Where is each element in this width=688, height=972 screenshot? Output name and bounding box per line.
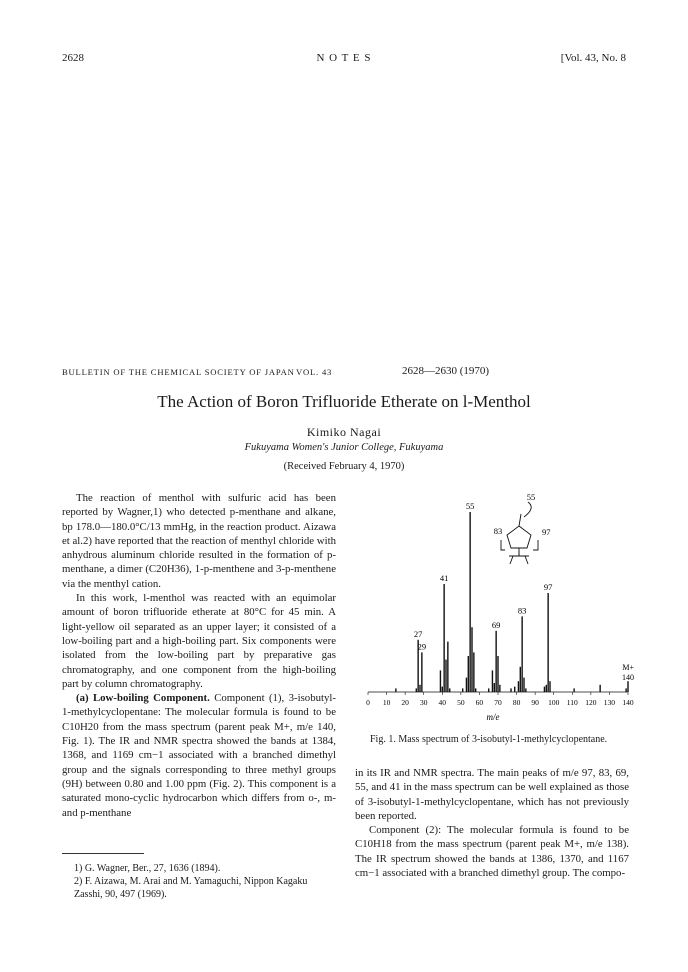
- paragraph-intro: The reaction of menthol with sulfuric acid has been reported by Wagner,1) who detected p-menthane and alkane, bp 178.0—180.0°C/13 mmHg, in the reaction product. Aizawa et al.2) have reported that the reaction of menthyl chloride with anhydrous aluminum chloride resulted in the formation of p-menthane, a dimer (C20H36), 1-p-menthene and 3-p-menthene via the menthyl cation.: [62, 492, 336, 590]
- author-name: Kimiko Nagai: [306, 425, 382, 439]
- x-tick-label-80: 80: [512, 698, 521, 707]
- x-tick-label-0: 0: [366, 698, 370, 707]
- footnote-2: 2) F. Aizawa, M. Arai and M. Yamaguchi, Nippon Kagaku Zasshi, 90, 497 (1969).: [74, 876, 308, 900]
- structure-label-55: 55: [526, 492, 536, 502]
- isobutyl-methyl-right: [525, 556, 528, 564]
- x-tick-label-90: 90: [531, 698, 539, 707]
- isobutyl-methyl-left: [510, 556, 513, 564]
- received-date: (Received February 4, 1970): [283, 461, 405, 472]
- x-tick-label-100: 100: [548, 698, 560, 707]
- page-number: 2628: [62, 52, 84, 64]
- paragraph-component-2: Component (2): The molecular formula is found to be C10H18 from the mass spectrum (parent peak M+, m/e 138). The IR spectrum showed the bands at 1386, 1370, and 1167 cm−1 associated with a branched dimethyl group. The compo-: [355, 824, 629, 880]
- article-title-text: The Action of Boron Trifluoride Etherate on l-Menthol: [157, 392, 531, 411]
- mass-spectrum-chart: [356, 488, 646, 726]
- peak-labels: [414, 501, 552, 651]
- cleavage-arrow-97: [533, 540, 538, 550]
- spectrum-peaks: [396, 512, 628, 692]
- molecule-structure: [501, 502, 538, 564]
- x-tick-label-110: 110: [566, 698, 578, 707]
- peak-label-69: 69: [491, 619, 501, 630]
- footnote-rule: [62, 853, 144, 854]
- x-axis-ticks: [366, 692, 634, 707]
- x-tick-label-130: 130: [603, 698, 616, 707]
- peak-label-97: 97: [543, 582, 553, 592]
- journal-pages: 2628—2630 (1970): [402, 365, 490, 377]
- mplus-value: 140: [622, 673, 634, 682]
- journal-volume: VOL. 43: [296, 367, 333, 377]
- x-tick-label-70: 70: [494, 698, 502, 707]
- right-column: [355, 766, 629, 880]
- x-tick-label-120: 120: [585, 698, 597, 707]
- mplus-label: M+: [622, 663, 634, 672]
- volume-info: [Vol. 43, No. 8: [560, 52, 626, 64]
- x-tick-label-20: 20: [401, 698, 409, 707]
- peak-label-29: 29: [417, 641, 427, 652]
- component-1-text: Component (1), 3-isobutyl-1-methylcyclopentane: The molecular formula is found to be C10H20 from the mass spectrum (parent peak M+, m/e 140, Fig. 1). The IR and NMR spectra showed the bands at 1384, 1368, and 1169 cm−1 associated with a branched dimethyl group and the signals corresponding to three methyl groups (9H) between 0.80 and 1.00 ppm (Fig. 2). This component is a saturated mono-cyclic hydrocarbon which differs from o-, m- and p-menthane: [62, 692, 336, 819]
- article-title: [0, 392, 688, 412]
- footnote-1: 1) G. Wagner, Ber., 27, 1636 (1894).: [74, 863, 221, 874]
- x-axis-label: m/e: [486, 712, 500, 722]
- peak-label-27: 27: [413, 628, 423, 639]
- paragraph-method: In this work, l-menthol was reacted with an equimolar amount of boron trifluoride etherate at 80°C for 45 min. A light-yellow oil separated as an upper layer; it consisted of a low-boiling part and a high-boiling part. Six components were isolated from the low-boiling part by preparative gas chromatography, and one component from the high-boiling part by column chromatography.: [62, 592, 336, 690]
- figure-caption: Fig. 1. Mass spectrum of 3-isobutyl-1-methylcyclopentane.: [370, 734, 608, 745]
- methyl-bond: [519, 514, 521, 526]
- x-tick-label-60: 60: [475, 698, 484, 707]
- structure-label-83: 83: [493, 526, 503, 536]
- author-affiliation: Fukuyama Women's Junior College, Fukuyama: [244, 442, 444, 453]
- cleavage-arrow-83: [501, 540, 505, 550]
- peak-label-41: 41: [439, 573, 449, 583]
- structure-label-97: 97: [542, 527, 551, 537]
- peak-label-55: 55: [465, 501, 475, 511]
- x-tick-label-50: 50: [457, 698, 465, 707]
- section-heading: (a) Low-boiling Component.: [76, 692, 210, 705]
- x-tick-label-10: 10: [382, 698, 391, 707]
- paragraph-continued: in its IR and NMR spectra. The main peaks of m/e 97, 83, 69, 55, and 41 in the mass spectrum can be well explained as those of 3-isobutyl-1-methylcyclopentane, which has not previously been reported.: [355, 767, 629, 822]
- peak-label-83: 83: [517, 605, 527, 616]
- cleavage-arrow-55: [524, 502, 531, 517]
- left-column: [62, 491, 336, 820]
- paragraph-component-1: [62, 691, 336, 820]
- x-tick-label-140: 140: [622, 698, 634, 707]
- x-tick-label-40: 40: [438, 698, 447, 707]
- journal-name: BULLETIN OF THE CHEMICAL SOCIETY OF JAPAN: [62, 367, 295, 377]
- running-section-header: N O T E S: [316, 52, 372, 64]
- footnotes: [62, 862, 336, 901]
- x-tick-label-30: 30: [419, 698, 428, 707]
- cyclopentane-ring: [507, 526, 531, 548]
